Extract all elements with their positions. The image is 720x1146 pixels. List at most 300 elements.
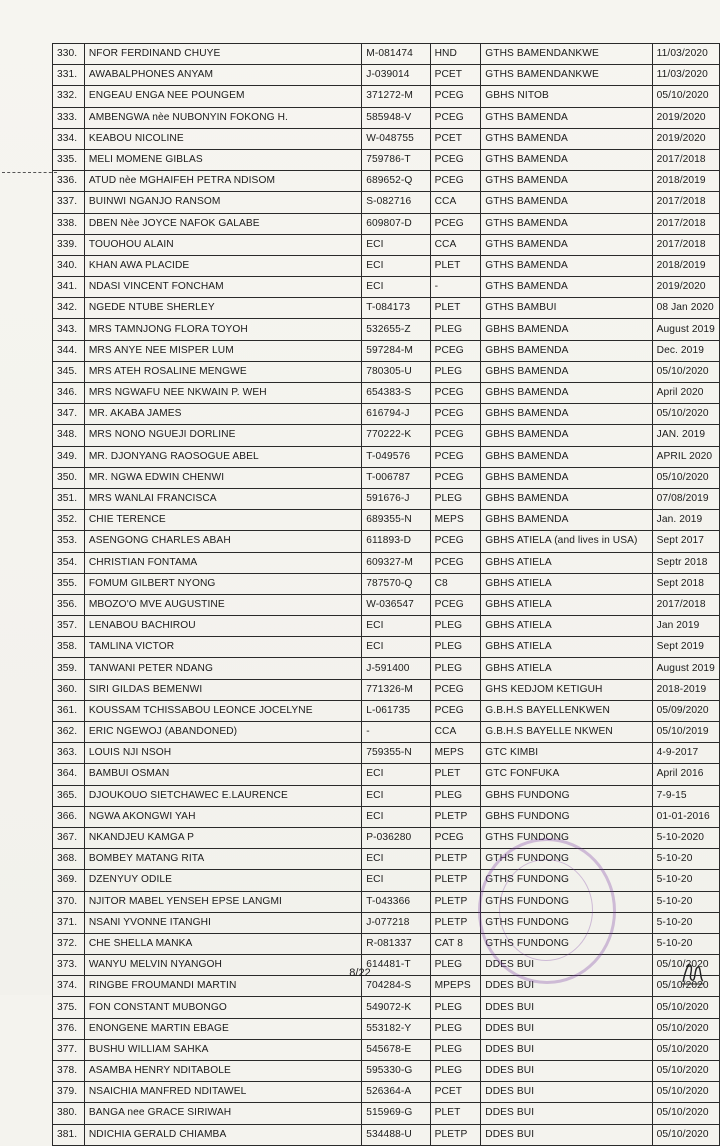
cell-school: GBHS ATIELA (481, 658, 652, 679)
cell-no: 380. (53, 1103, 85, 1124)
cell-matricule: 689355-N (362, 510, 430, 531)
cell-date: 2019/2020 (652, 277, 719, 298)
cell-name: WANYU MELVIN NYANGOH (84, 955, 361, 976)
cell-grade: PCEG (430, 679, 481, 700)
table-row (53, 933, 720, 954)
table-row (53, 510, 720, 531)
cell-no: 333. (53, 107, 85, 128)
cell-no: 352. (53, 510, 85, 531)
cell-school: DDES BUI (481, 955, 652, 976)
cell-no: 370. (53, 891, 85, 912)
cell-grade: PLET (430, 764, 481, 785)
table-row (53, 785, 720, 806)
cell-date: 7-9-15 (652, 785, 719, 806)
cell-grade: PCEG (430, 383, 481, 404)
cell-name: FON CONSTANT MUBONGO (84, 997, 361, 1018)
cell-name: NFOR FERDINAND CHUYE (84, 44, 361, 65)
cell-no: 337. (53, 192, 85, 213)
cell-date: Septr 2018 (652, 552, 719, 573)
cell-school: GTC KIMBI (481, 743, 652, 764)
cell-date: 5-10-20 (652, 849, 719, 870)
cell-matricule: - (362, 722, 430, 743)
cell-name: CHE SHELLA MANKA (84, 933, 361, 954)
cell-matricule: J-077218 (362, 912, 430, 933)
table-row (53, 870, 720, 891)
cell-no: 373. (53, 955, 85, 976)
cell-no: 342. (53, 298, 85, 319)
cell-date: Jan 2019 (652, 616, 719, 637)
cell-no: 351. (53, 488, 85, 509)
cell-school: GTHS BAMENDANKWE (481, 65, 652, 86)
cell-school: GBHS ATIELA (and lives in USA) (481, 531, 652, 552)
cell-name: CHRISTIAN FONTAMA (84, 552, 361, 573)
cell-grade: PLEG (430, 488, 481, 509)
cell-matricule: 549072-K (362, 997, 430, 1018)
table-row (53, 573, 720, 594)
cell-grade: PCEG (430, 467, 481, 488)
cell-matricule: W-048755 (362, 128, 430, 149)
cell-school: DDES BUI (481, 1082, 652, 1103)
cell-grade: PLEG (430, 616, 481, 637)
cell-date: April 2016 (652, 764, 719, 785)
cell-name: MR. AKABA JAMES (84, 404, 361, 425)
cell-name: TAMLINA VICTOR (84, 637, 361, 658)
table-row (53, 404, 720, 425)
cell-date: 2019/2020 (652, 128, 719, 149)
cell-no: 332. (53, 86, 85, 107)
cell-no: 350. (53, 467, 85, 488)
cell-no: 355. (53, 573, 85, 594)
cell-no: 364. (53, 764, 85, 785)
cell-school: DDES BUI (481, 1103, 652, 1124)
cell-date: 05/10/2020 (652, 1082, 719, 1103)
staff-roster-table (52, 43, 720, 1146)
table-row (53, 234, 720, 255)
cell-no: 334. (53, 128, 85, 149)
cell-matricule: ECI (362, 849, 430, 870)
cell-matricule: 585948-V (362, 107, 430, 128)
cell-name: BANGA nee GRACE SIRIWAH (84, 1103, 361, 1124)
table-row (53, 171, 720, 192)
table-row (53, 891, 720, 912)
cell-grade: PCEG (430, 107, 481, 128)
cell-matricule: 532655-Z (362, 319, 430, 340)
cell-grade: PCET (430, 1082, 481, 1103)
cell-name: NSANI YVONNE ITANGHI (84, 912, 361, 933)
table-row (53, 86, 720, 107)
table-row (53, 128, 720, 149)
cell-school: DDES BUI (481, 1039, 652, 1060)
cell-date: 5-10-20 (652, 933, 719, 954)
cell-matricule: 534488-U (362, 1124, 430, 1145)
cell-school: GTHS FUNDONG (481, 849, 652, 870)
cell-grade: PCEG (430, 531, 481, 552)
cell-matricule: 371272-M (362, 86, 430, 107)
cell-name: AMBENGWA nèe NUBONYIN FOKONG H. (84, 107, 361, 128)
cell-name: ASAMBA HENRY NDITABOLE (84, 1061, 361, 1082)
cell-matricule: 595330-G (362, 1061, 430, 1082)
cell-school: GTHS BAMENDA (481, 192, 652, 213)
cell-name: TANWANI PETER NDANG (84, 658, 361, 679)
cell-date: 05/10/2020 (652, 976, 719, 997)
cell-school: GBHS BAMENDA (481, 383, 652, 404)
cell-matricule: 515969-G (362, 1103, 430, 1124)
cell-school: GBHS ATIELA (481, 573, 652, 594)
cell-matricule: 771326-M (362, 679, 430, 700)
cell-school: GTHS FUNDONG (481, 827, 652, 848)
cell-name: MR. NGWA EDWIN CHENWI (84, 467, 361, 488)
table-row (53, 1061, 720, 1082)
table-row (53, 446, 720, 467)
cell-no: 369. (53, 870, 85, 891)
cell-grade: PLETP (430, 870, 481, 891)
cell-name: FOMUM GILBERT NYONG (84, 573, 361, 594)
cell-grade: PLETP (430, 891, 481, 912)
cell-no: 377. (53, 1039, 85, 1060)
cell-no: 338. (53, 213, 85, 234)
cell-school: GBHS BAMENDA (481, 404, 652, 425)
cell-date: 2018-2019 (652, 679, 719, 700)
cell-name: BUINWI NGANJO RANSOM (84, 192, 361, 213)
cell-grade: - (430, 277, 481, 298)
cell-name: KEABOU NICOLINE (84, 128, 361, 149)
cell-name: MRS WANLAI FRANCISCA (84, 488, 361, 509)
cell-name: BAMBUI OSMAN (84, 764, 361, 785)
cell-date: 05/10/2020 (652, 467, 719, 488)
table-row (53, 255, 720, 276)
cell-date: 11/03/2020 (652, 65, 719, 86)
cell-grade: PLEG (430, 1039, 481, 1060)
cell-grade: PLEG (430, 361, 481, 382)
cell-matricule: 553182-Y (362, 1018, 430, 1039)
cell-matricule: ECI (362, 277, 430, 298)
cell-no: 353. (53, 531, 85, 552)
table-row (53, 319, 720, 340)
cell-matricule: ECI (362, 806, 430, 827)
cell-grade: PLEG (430, 785, 481, 806)
cell-name: ERIC NGEWOJ (ABANDONED) (84, 722, 361, 743)
cell-school: GTHS BAMENDA (481, 171, 652, 192)
cell-name: MRS TAMNJONG FLORA TOYOH (84, 319, 361, 340)
table-row (53, 361, 720, 382)
table-row (53, 1103, 720, 1124)
cell-date: 05/10/2020 (652, 1061, 719, 1082)
cell-school: GBHS BAMENDA (481, 425, 652, 446)
table-row (53, 1082, 720, 1103)
cell-matricule: W-036547 (362, 594, 430, 615)
cell-school: GBHS BAMENDA (481, 467, 652, 488)
cell-date: 5-10-20 (652, 891, 719, 912)
cell-no: 376. (53, 1018, 85, 1039)
table-row (53, 425, 720, 446)
cell-grade: HND (430, 44, 481, 65)
cell-name: NKANDJEU KAMGA P (84, 827, 361, 848)
cell-name: NDICHIA GERALD CHIAMBA (84, 1124, 361, 1145)
cell-school: DDES BUI (481, 976, 652, 997)
cell-school: GTHS BAMENDA (481, 128, 652, 149)
cell-school: GBHS FUNDONG (481, 785, 652, 806)
table-row (53, 1124, 720, 1145)
cell-name: TOUOHOU ALAIN (84, 234, 361, 255)
cell-matricule: 654383-S (362, 383, 430, 404)
cell-matricule: ECI (362, 234, 430, 255)
cell-name: NJITOR MABEL YENSEH EPSE LANGMI (84, 891, 361, 912)
cell-no: 358. (53, 637, 85, 658)
cell-school: GBHS BAMENDA (481, 319, 652, 340)
cell-date: 5-10-20 (652, 870, 719, 891)
cell-name: LENABOU BACHIROU (84, 616, 361, 637)
cell-matricule: 780305-U (362, 361, 430, 382)
table-row (53, 679, 720, 700)
roster-body (53, 44, 720, 1146)
cell-school: DDES BUI (481, 1061, 652, 1082)
table-row (53, 743, 720, 764)
cell-no: 365. (53, 785, 85, 806)
cell-no: 339. (53, 234, 85, 255)
cell-grade: CCA (430, 234, 481, 255)
cell-matricule: 759355-N (362, 743, 430, 764)
table-row (53, 722, 720, 743)
cell-school: GBHS ATIELA (481, 552, 652, 573)
cell-school: GBHS BAMENDA (481, 446, 652, 467)
cell-name: KHAN AWA PLACIDE (84, 255, 361, 276)
cell-matricule: 545678-E (362, 1039, 430, 1060)
cell-grade: PCEG (430, 86, 481, 107)
cell-date: 05/10/2020 (652, 361, 719, 382)
table-row (53, 849, 720, 870)
cell-matricule: P-036280 (362, 827, 430, 848)
cell-school: GBHS ATIELA (481, 637, 652, 658)
cell-grade: PLEG (430, 1061, 481, 1082)
cell-matricule: 759786-T (362, 149, 430, 170)
cell-name: ENONGENE MARTIN EBAGE (84, 1018, 361, 1039)
cell-no: 340. (53, 255, 85, 276)
cell-matricule: ECI (362, 255, 430, 276)
cell-matricule: 704284-S (362, 976, 430, 997)
cell-grade: PCET (430, 65, 481, 86)
cell-matricule: T-006787 (362, 467, 430, 488)
cell-no: 354. (53, 552, 85, 573)
cell-grade: MEPS (430, 743, 481, 764)
cell-school: GTHS BAMENDA (481, 277, 652, 298)
table-row (53, 764, 720, 785)
table-row (53, 616, 720, 637)
cell-matricule: T-043366 (362, 891, 430, 912)
cell-date: 05/10/2020 (652, 86, 719, 107)
official-stamp-icon (478, 838, 616, 984)
cell-matricule: ECI (362, 870, 430, 891)
cell-grade: PLEG (430, 319, 481, 340)
cell-name: NDASI VINCENT FONCHAM (84, 277, 361, 298)
cell-school: GBHS ATIELA (481, 594, 652, 615)
cell-matricule: 770222-K (362, 425, 430, 446)
cell-date: 07/08/2019 (652, 488, 719, 509)
cell-date: 5-10-2020 (652, 827, 719, 848)
cell-date: 2018/2019 (652, 171, 719, 192)
cell-name: MRS ATEH ROSALINE MENGWE (84, 361, 361, 382)
cell-school: GTHS FUNDONG (481, 933, 652, 954)
cell-date: 2017/2018 (652, 149, 719, 170)
cell-school: GBHS BAMENDA (481, 510, 652, 531)
cell-date: 4-9-2017 (652, 743, 719, 764)
cell-grade: PCEG (430, 404, 481, 425)
cell-matricule: ECI (362, 616, 430, 637)
cell-grade: PLET (430, 1103, 481, 1124)
cell-name: LOUIS NJI NSOH (84, 743, 361, 764)
cell-no: 368. (53, 849, 85, 870)
cell-school: DDES BUI (481, 1124, 652, 1145)
cell-name: MELI MOMENE GIBLAS (84, 149, 361, 170)
cell-grade: PLEG (430, 637, 481, 658)
cell-date: 5-10-20 (652, 912, 719, 933)
cell-matricule: S-082716 (362, 192, 430, 213)
cell-matricule: T-084173 (362, 298, 430, 319)
cell-name: RINGBE FROUMANDI MARTIN (84, 976, 361, 997)
cell-name: BOMBEY MATANG RITA (84, 849, 361, 870)
cell-matricule: 614481-T (362, 955, 430, 976)
cell-matricule: L-061735 (362, 700, 430, 721)
cell-name: MR. DJONYANG RAOSOGUE ABEL (84, 446, 361, 467)
cell-school: GBHS FUNDONG (481, 806, 652, 827)
table-row (53, 467, 720, 488)
cell-no: 357. (53, 616, 85, 637)
cell-matricule: ECI (362, 764, 430, 785)
cell-school: GTHS BAMENDA (481, 255, 652, 276)
cell-no: 360. (53, 679, 85, 700)
cell-school: GHS KEDJOM KETIGUH (481, 679, 652, 700)
cell-no: 343. (53, 319, 85, 340)
cell-grade: PCEG (430, 425, 481, 446)
cell-date: 05/10/2020 (652, 955, 719, 976)
cell-date: 05/10/2020 (652, 1039, 719, 1060)
cell-date: 11/03/2020 (652, 44, 719, 65)
cell-grade: PLET (430, 255, 481, 276)
cell-matricule: 689652-Q (362, 171, 430, 192)
table-row (53, 192, 720, 213)
cell-school: GTHS BAMBUI (481, 298, 652, 319)
cell-no: 348. (53, 425, 85, 446)
cell-name: MRS NGWAFU NEE NKWAIN P. WEH (84, 383, 361, 404)
cell-grade: PLETP (430, 912, 481, 933)
cell-school: GTHS BAMENDA (481, 213, 652, 234)
cell-school: GBHS NITOB (481, 86, 652, 107)
cell-no: 374. (53, 976, 85, 997)
cell-school: G.B.H.S BAYELLENKWEN (481, 700, 652, 721)
cell-matricule: J-039014 (362, 65, 430, 86)
cell-matricule: R-081337 (362, 933, 430, 954)
cell-grade: PLEG (430, 658, 481, 679)
table-row (53, 65, 720, 86)
cell-date: 01-01-2016 (652, 806, 719, 827)
cell-no: 336. (53, 171, 85, 192)
cell-school: G.B.H.S BAYELLE NKWEN (481, 722, 652, 743)
table-row (53, 827, 720, 848)
cell-grade: PCEG (430, 213, 481, 234)
cell-name: ASENGONG CHARLES ABAH (84, 531, 361, 552)
table-row (53, 700, 720, 721)
cell-date: August 2019 (652, 319, 719, 340)
cell-name: CHIE TERENCE (84, 510, 361, 531)
cell-no: 375. (53, 997, 85, 1018)
cell-school: GTHS BAMENDA (481, 107, 652, 128)
cell-name: ENGEAU ENGA NEE POUNGEM (84, 86, 361, 107)
cell-date: 05/10/2020 (652, 997, 719, 1018)
cell-school: GTC FONFUKA (481, 764, 652, 785)
table-row (53, 107, 720, 128)
table-row (53, 383, 720, 404)
cell-no: 361. (53, 700, 85, 721)
cell-name: AWABALPHONES ANYAM (84, 65, 361, 86)
cell-matricule: 609807-D (362, 213, 430, 234)
table-row (53, 552, 720, 573)
cell-matricule: 526364-A (362, 1082, 430, 1103)
cell-grade: PCEG (430, 700, 481, 721)
cell-date: 2017/2018 (652, 234, 719, 255)
cell-date: JAN. 2019 (652, 425, 719, 446)
cell-name: DJOUKOUO SIETCHAWEC E.LAURENCE (84, 785, 361, 806)
cell-no: 344. (53, 340, 85, 361)
cell-no: 378. (53, 1061, 85, 1082)
cell-grade: PCEG (430, 446, 481, 467)
cell-no: 371. (53, 912, 85, 933)
cell-name: BUSHU WILLIAM SAHKA (84, 1039, 361, 1060)
cell-matricule: 597284-M (362, 340, 430, 361)
cell-matricule: T-049576 (362, 446, 430, 467)
cell-no: 356. (53, 594, 85, 615)
cell-matricule: M-081474 (362, 44, 430, 65)
cell-school: DDES BUI (481, 997, 652, 1018)
cell-no: 372. (53, 933, 85, 954)
cell-grade: PCET (430, 128, 481, 149)
cell-matricule: 611893-D (362, 531, 430, 552)
cell-name: MRS NONO NGUEJI DORLINE (84, 425, 361, 446)
cell-grade: PCEG (430, 340, 481, 361)
table-row (53, 806, 720, 827)
table-row (53, 997, 720, 1018)
cell-date: Jan. 2019 (652, 510, 719, 531)
cell-grade: PCEG (430, 594, 481, 615)
cell-no: 331. (53, 65, 85, 86)
cell-school: GTHS FUNDONG (481, 870, 652, 891)
cell-matricule: ECI (362, 637, 430, 658)
cell-grade: C8 (430, 573, 481, 594)
cell-date: 05/10/2020 (652, 1018, 719, 1039)
cell-school: GTHS FUNDONG (481, 912, 652, 933)
cell-no: 335. (53, 149, 85, 170)
cell-name: MBOZO'O MVE AUGUSTINE (84, 594, 361, 615)
cell-name: ATUD nèe MGHAIFEH PETRA NDISOM (84, 171, 361, 192)
cell-date: Sept 2019 (652, 637, 719, 658)
cell-name: DBEN Nèe JOYCE NAFOK GALABE (84, 213, 361, 234)
cell-date: 2018/2019 (652, 255, 719, 276)
cell-grade: MEPS (430, 510, 481, 531)
cell-matricule: 787570-Q (362, 573, 430, 594)
cell-date: 2017/2018 (652, 213, 719, 234)
cell-date: 05/10/2020 (652, 404, 719, 425)
page-number: 8/22 (349, 967, 371, 979)
cell-matricule: J-591400 (362, 658, 430, 679)
cell-school: GTHS FUNDONG (481, 891, 652, 912)
cell-name: SIRI GILDAS BEMENWI (84, 679, 361, 700)
cell-date: 2019/2020 (652, 107, 719, 128)
cell-date: 05/09/2020 (652, 700, 719, 721)
table-row (53, 488, 720, 509)
cell-matricule: ECI (362, 785, 430, 806)
cell-date: April 2020 (652, 383, 719, 404)
table-row (53, 1039, 720, 1060)
cell-name: KOUSSAM TCHISSABOU LEONCE JOCELYNE (84, 700, 361, 721)
cell-school: GTHS BAMENDANKWE (481, 44, 652, 65)
